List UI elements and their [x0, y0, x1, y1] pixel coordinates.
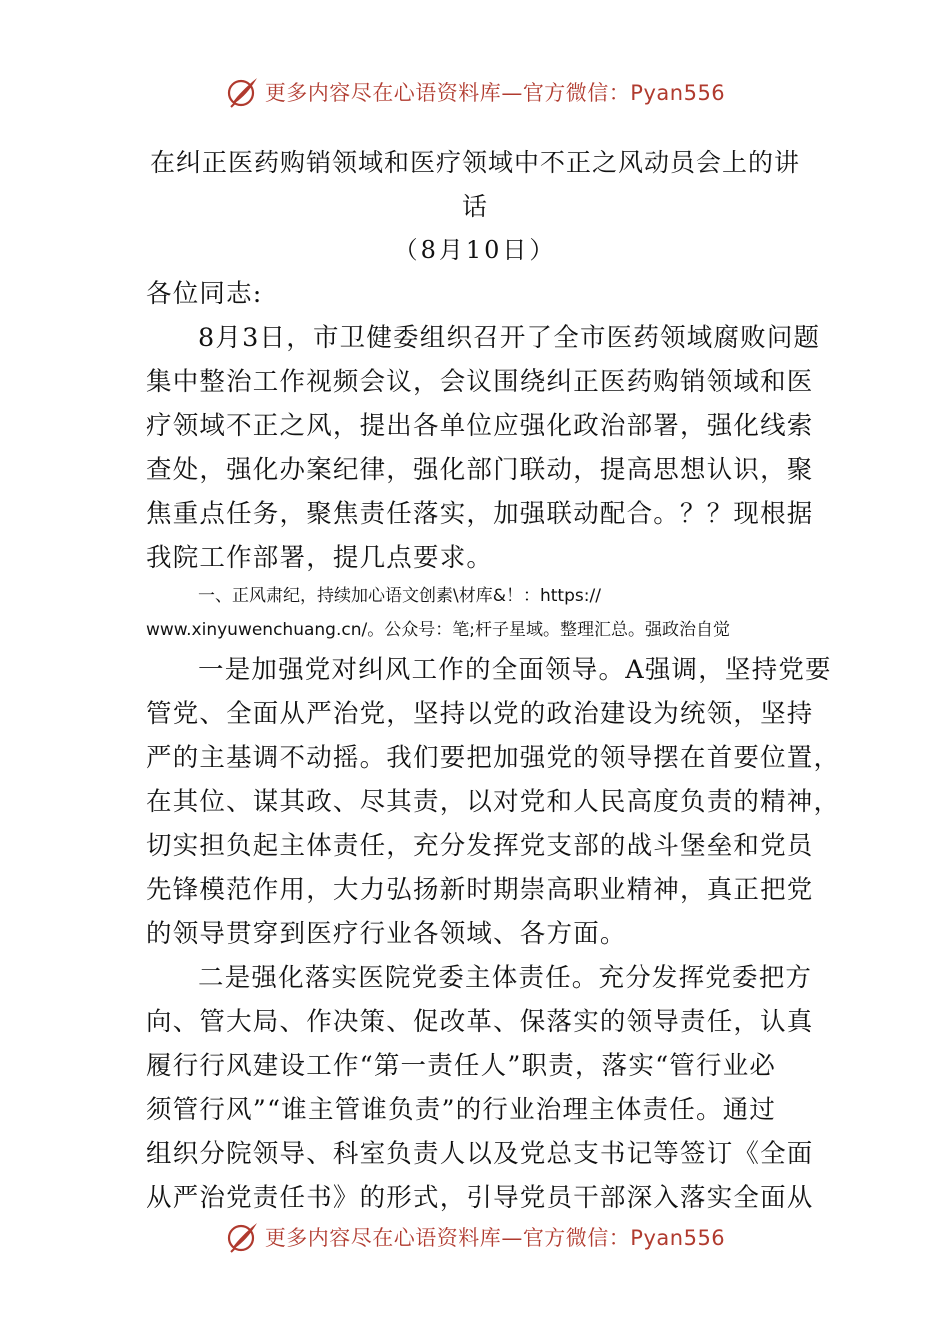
para1-line: 在其位、谋其政、尽其责，以对党和人民高度负责的精神，: [146, 787, 841, 817]
intro-line: 疗领域不正之风，提出各单位应强化政治部署，强化线索: [146, 411, 814, 441]
watermark-banner-top: [0, 70, 950, 114]
intro-line: 集中整治工作视频会议，会议围绕纠正医药购销领域和医: [146, 367, 814, 397]
para2-line: 履行行风建设工作“第一责任人”职责，落实“管行业必: [146, 1051, 777, 1081]
para1-line: 先锋模范作用，大力弘扬新时期崇高职业精神，真正把党: [146, 875, 814, 905]
para2-line: 二是强化落实医院党委主体责任。充分发挥党委把方: [198, 963, 813, 993]
watermark-text: 更多内容尽在心语资料库—官方微信：Pyan556: [264, 1226, 726, 1250]
document-title-line-1: 在纠正医药购销领域和医疗领域中不正之风动员会上的讲: [149, 148, 800, 177]
quill-logo-icon: [225, 1219, 261, 1255]
para2-line: 从严治党责任书》的形式，引导党员干部深入落实全面从: [146, 1183, 814, 1213]
intro-line: 查处，强化办案纪律，强化部门联动，提高思想认识，聚: [146, 455, 814, 485]
para1-line: 的领导贯穿到医疗行业各领域、各方面。: [146, 919, 627, 949]
para2-line: 向、管大局、作决策、促改革、保落实的领导责任，认真: [146, 1007, 814, 1037]
document-date: （8月10日）: [393, 236, 557, 264]
para1-line: 严的主基调不动摇。我们要把加强党的领导摆在首要位置，: [146, 743, 841, 773]
para2-line: 须管行风”“谁主管谁负责”的行业治理主体责任。通过: [146, 1095, 777, 1125]
section-heading-line-1: 一、正风肃纪，持续加心语文创素\材库&！：https://: [198, 586, 601, 606]
para1-line: 切实担负起主体责任，充分发挥党支部的战斗堡垒和党员: [146, 831, 814, 861]
quill-logo-icon: [225, 74, 261, 110]
watermark-banner-bottom: [0, 1215, 950, 1259]
para2-line: 组织分院领导、科室负责人以及党总支书记等签订《全面: [146, 1139, 814, 1169]
intro-line: 我院工作部署，提几点要求。: [146, 543, 494, 573]
para1-line: 一是加强党对纠风工作的全面领导。A强调，坚持党要: [198, 655, 832, 685]
intro-line: 8月3日，市卫健委组织召开了全市医药领域腐败问题: [198, 323, 821, 353]
para1-line: 管党、全面从严治党，坚持以党的政治建设为统领，坚持: [146, 699, 814, 729]
document-title-line-2: 话: [461, 192, 488, 221]
salutation: 各位同志:: [146, 279, 263, 309]
watermark-text: 更多内容尽在心语资料库—官方微信：Pyan556: [264, 81, 726, 105]
intro-line: 焦重点任务，聚焦责任落实，加强联动配合。？？现根据: [146, 499, 814, 529]
section-heading-line-2: www.xinyuwenchuang.cn/。公众号：笔;杆子星域。整理汇总。强政治自觉: [146, 620, 730, 640]
